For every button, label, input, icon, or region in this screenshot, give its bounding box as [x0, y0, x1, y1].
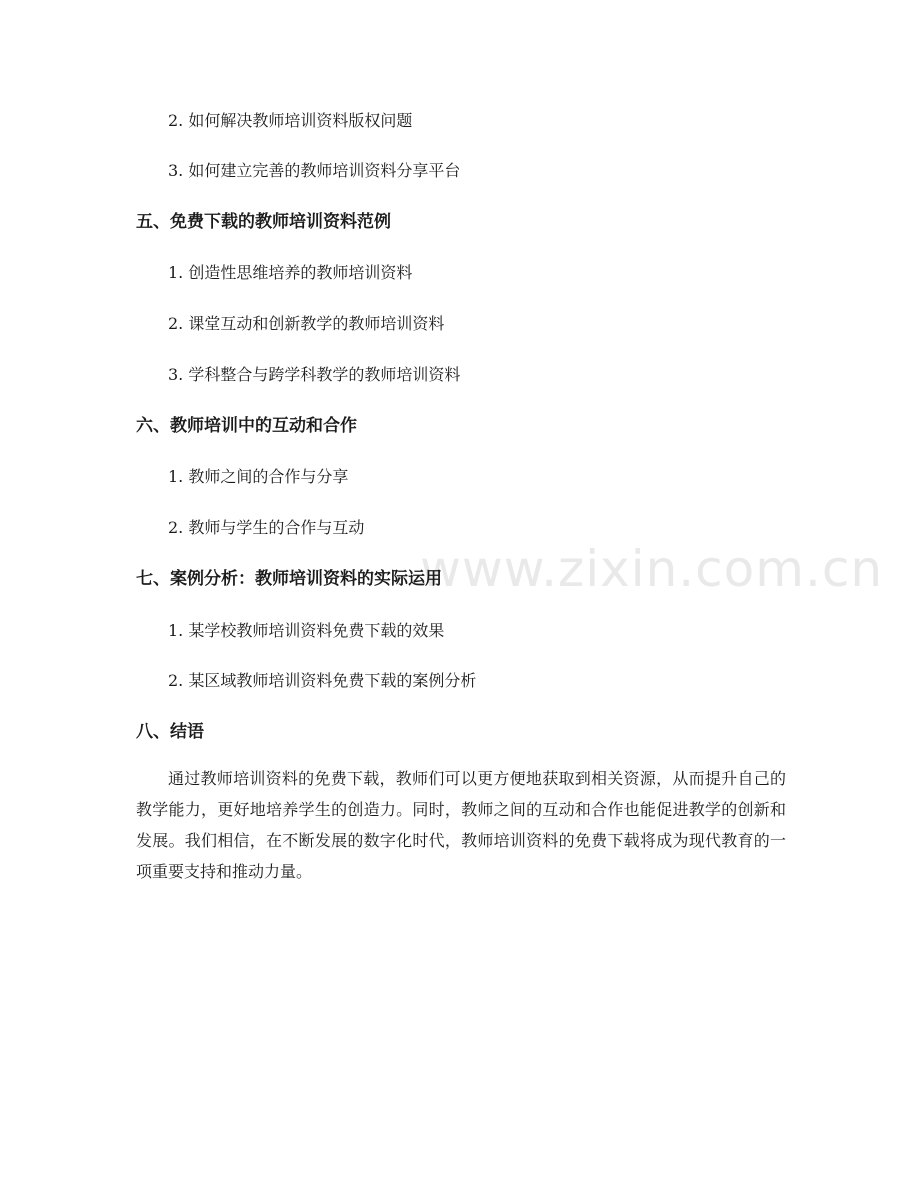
list-item: 3. 学科整合与跨学科教学的教师培训资料	[168, 365, 461, 384]
list-item: 1. 某学校教师培训资料免费下载的效果	[168, 621, 445, 640]
section-heading: 六、教师培训中的互动和合作	[136, 416, 357, 436]
section-heading: 七、案例分析：教师培训资料的实际运用	[136, 569, 442, 589]
watermark: www.zixin.com.cn	[420, 540, 884, 598]
section-heading: 五、免费下载的教师培训资料范例	[136, 212, 391, 232]
list-item: 2. 某区域教师培训资料免费下载的案例分析	[168, 671, 477, 690]
list-item: 1. 创造性思维培养的教师培训资料	[168, 263, 413, 282]
list-item: 2. 教师与学生的合作与互动	[168, 518, 365, 537]
list-item: 3. 如何建立完善的教师培训资料分享平台	[168, 161, 461, 180]
list-item: 1. 教师之间的合作与分享	[168, 467, 349, 486]
conclusion-paragraph: 通过教师培训资料的免费下载，教师们可以更方便地获取到相关资源，从而提升自己的教学能力，更好地培养学生的创造力。同时，教师之间的互动和合作也能促进教学的创新和发展。我们相信，在不断发展的数字化时代，教师培训资料的免费下载将成为现代教育的一项重要支持和推动力量。	[136, 769, 786, 881]
section-heading: 八、结语	[136, 722, 204, 742]
list-item: 2. 课堂互动和创新教学的教师培训资料	[168, 314, 445, 333]
list-item: 2. 如何解决教师培训资料版权问题	[168, 111, 413, 130]
